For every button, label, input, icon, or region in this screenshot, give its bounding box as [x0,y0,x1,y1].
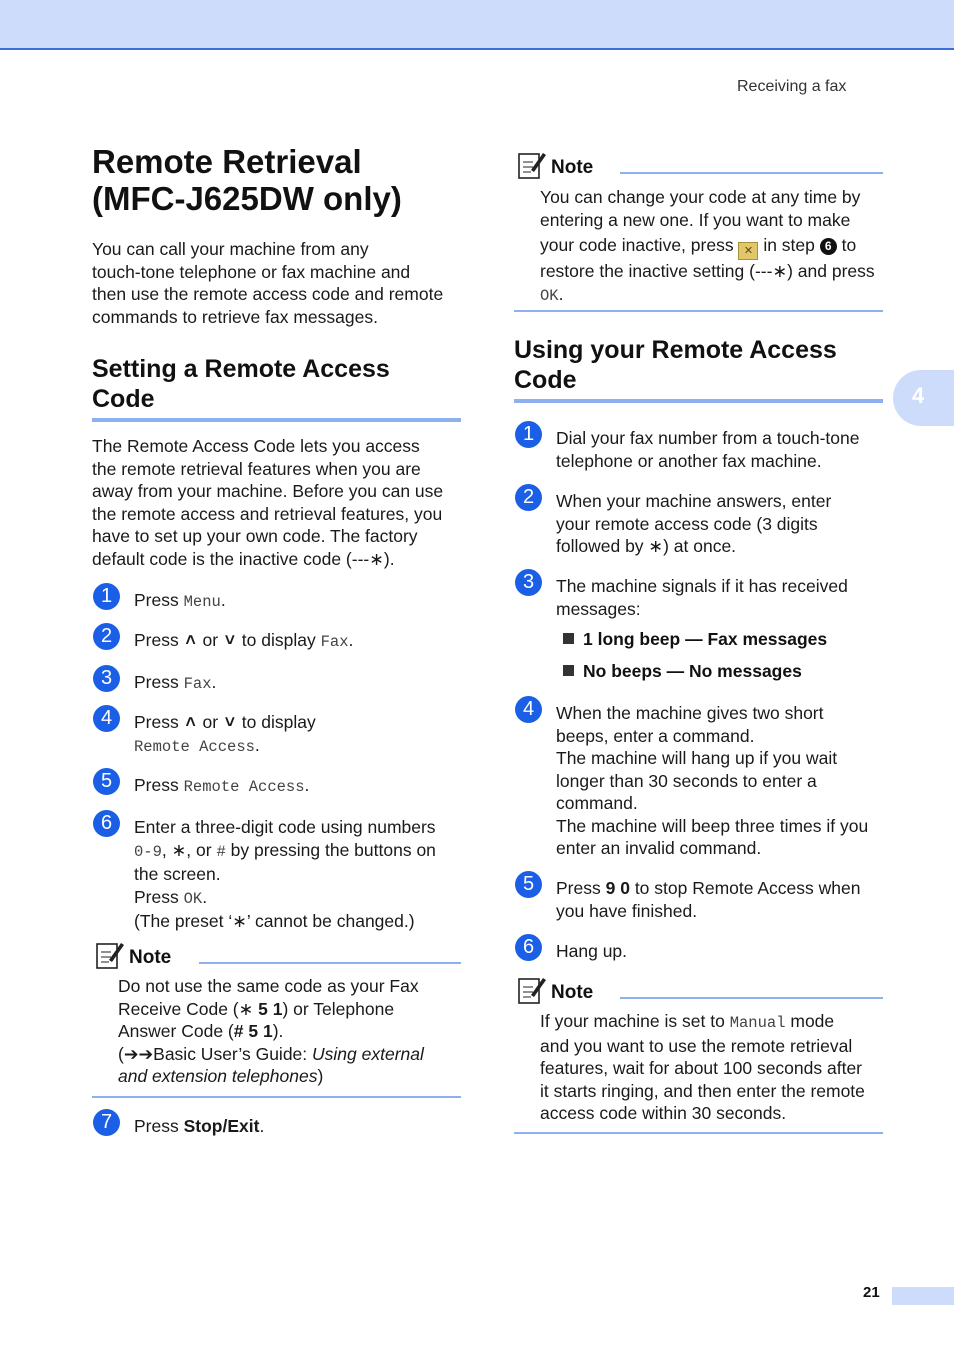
step-text: When the machine gives two short beeps, enter a command. The machine will hang up if you wait longer than 30 seconds to enter a command. The machine will beep three times if you enter an invalid command. [556,703,869,858]
square-bullet-icon [563,665,574,676]
section-heading-using: Using your Remote Access Code [514,336,837,394]
step-text: Dial your fax number from a touch-tone telephone or another fax machine. [556,428,860,471]
step-text: Press ˄ or ˅ to display Remote Access. [134,712,316,756]
step-number: 2 [93,623,120,650]
step-number: 4 [93,705,120,732]
bullet-item: No beeps — No messages [563,661,802,682]
cancel-key-icon: ✕ [738,242,758,260]
note-text: Do not use the same code as your Fax Receive Code (∗ 5 1) or Telephone Answer Code (# 5 1). (➔➔Basic User’s Guide: Using external and extension telephones) [118,976,424,1086]
chapter-tab [893,370,954,426]
note-bottom-rule [92,1096,461,1098]
section-rule [514,399,883,403]
page-number: 21 [863,1284,880,1301]
up-arrow-icon: ˄ [185,630,196,650]
section-body: The Remote Access Code lets you access the remote retrieval features when you are away from your machine. Before you can use the remote access and retrieval features, you have to set up your own code. The factory default code is the inactive code (---∗). [92,436,444,569]
step-number: 4 [515,696,542,723]
running-head: Receiving a fax [737,78,847,95]
step-text: Press Menu. [134,590,226,611]
step-text: Press ˄ or ˅ to display Fax. [134,630,354,651]
section-heading-setting: Setting a Remote Access Code [92,355,390,413]
step-number: 2 [515,484,542,511]
page-title: Remote Retrieval (MFC-J625DW only) [92,143,402,217]
note-text: If your machine is set to Manual mode and you want to use the remote retrieval features, wait for about 100 seconds after it starts ringing, and then enter the remote access code within 30 seconds. [540,1011,865,1123]
step-text: When your machine answers, enter your remote access code (3 digits followed by ∗) at once. [556,491,832,556]
note-label: Note [551,157,594,178]
step-text: Press 9 0 to stop Remote Access when you have finished. [556,878,861,921]
section-rule [92,418,461,422]
note-label: Note [129,947,172,968]
note-text: You can change your code at any time by entering a new one. If you want to make your code inactive, press ✕ in step 6 to restore the inactive setting (---∗) and press OK. [540,187,875,305]
note-top-rule [199,962,461,964]
bullet-item: 1 long beep — Fax messages [563,629,827,650]
note-bottom-rule [514,1132,883,1134]
chapter-number: 4 [912,383,925,408]
note-top-rule [620,997,883,999]
note-pencil-icon [517,975,547,1005]
note-bottom-rule [514,310,883,312]
down-arrow-icon: ˅ [224,630,236,650]
step-number: 7 [93,1109,120,1136]
step-ref-badge: 6 [820,238,837,255]
step-number: 1 [93,583,120,610]
step-text: Press Fax. [134,672,217,693]
step-text: Enter a three-digit code using numbers 0-9, ∗, or # by pressing the buttons on the screen. Press OK. (The preset ‘∗’ cannot be changed.) [134,817,436,931]
step-number: 6 [515,934,542,961]
step-number: 1 [515,421,542,448]
square-bullet-icon [563,633,574,644]
down-arrow-icon: ˅ [224,712,236,732]
step-text: Hang up. [556,941,628,961]
intro-paragraph: You can call your machine from any touch-tone telephone or fax machine and then use the remote access code and remote commands to retrieve fax messages. [92,239,444,327]
step-text: The machine signals if it has received messages: [556,576,848,619]
note-pencil-icon [95,940,125,970]
up-arrow-icon: ˄ [185,712,196,732]
step-number: 5 [93,768,120,795]
top-banner [0,0,954,50]
step-text: Press Remote Access. [134,775,310,796]
note-label: Note [551,982,594,1003]
step-number: 5 [515,871,542,898]
step-number: 3 [515,569,542,596]
step-number: 6 [93,810,120,837]
step-text: Press Stop/Exit. [134,1116,265,1136]
step-number: 3 [93,665,120,692]
note-pencil-icon [517,150,547,180]
note-top-rule [620,172,883,174]
page-footer-bar [892,1287,954,1305]
